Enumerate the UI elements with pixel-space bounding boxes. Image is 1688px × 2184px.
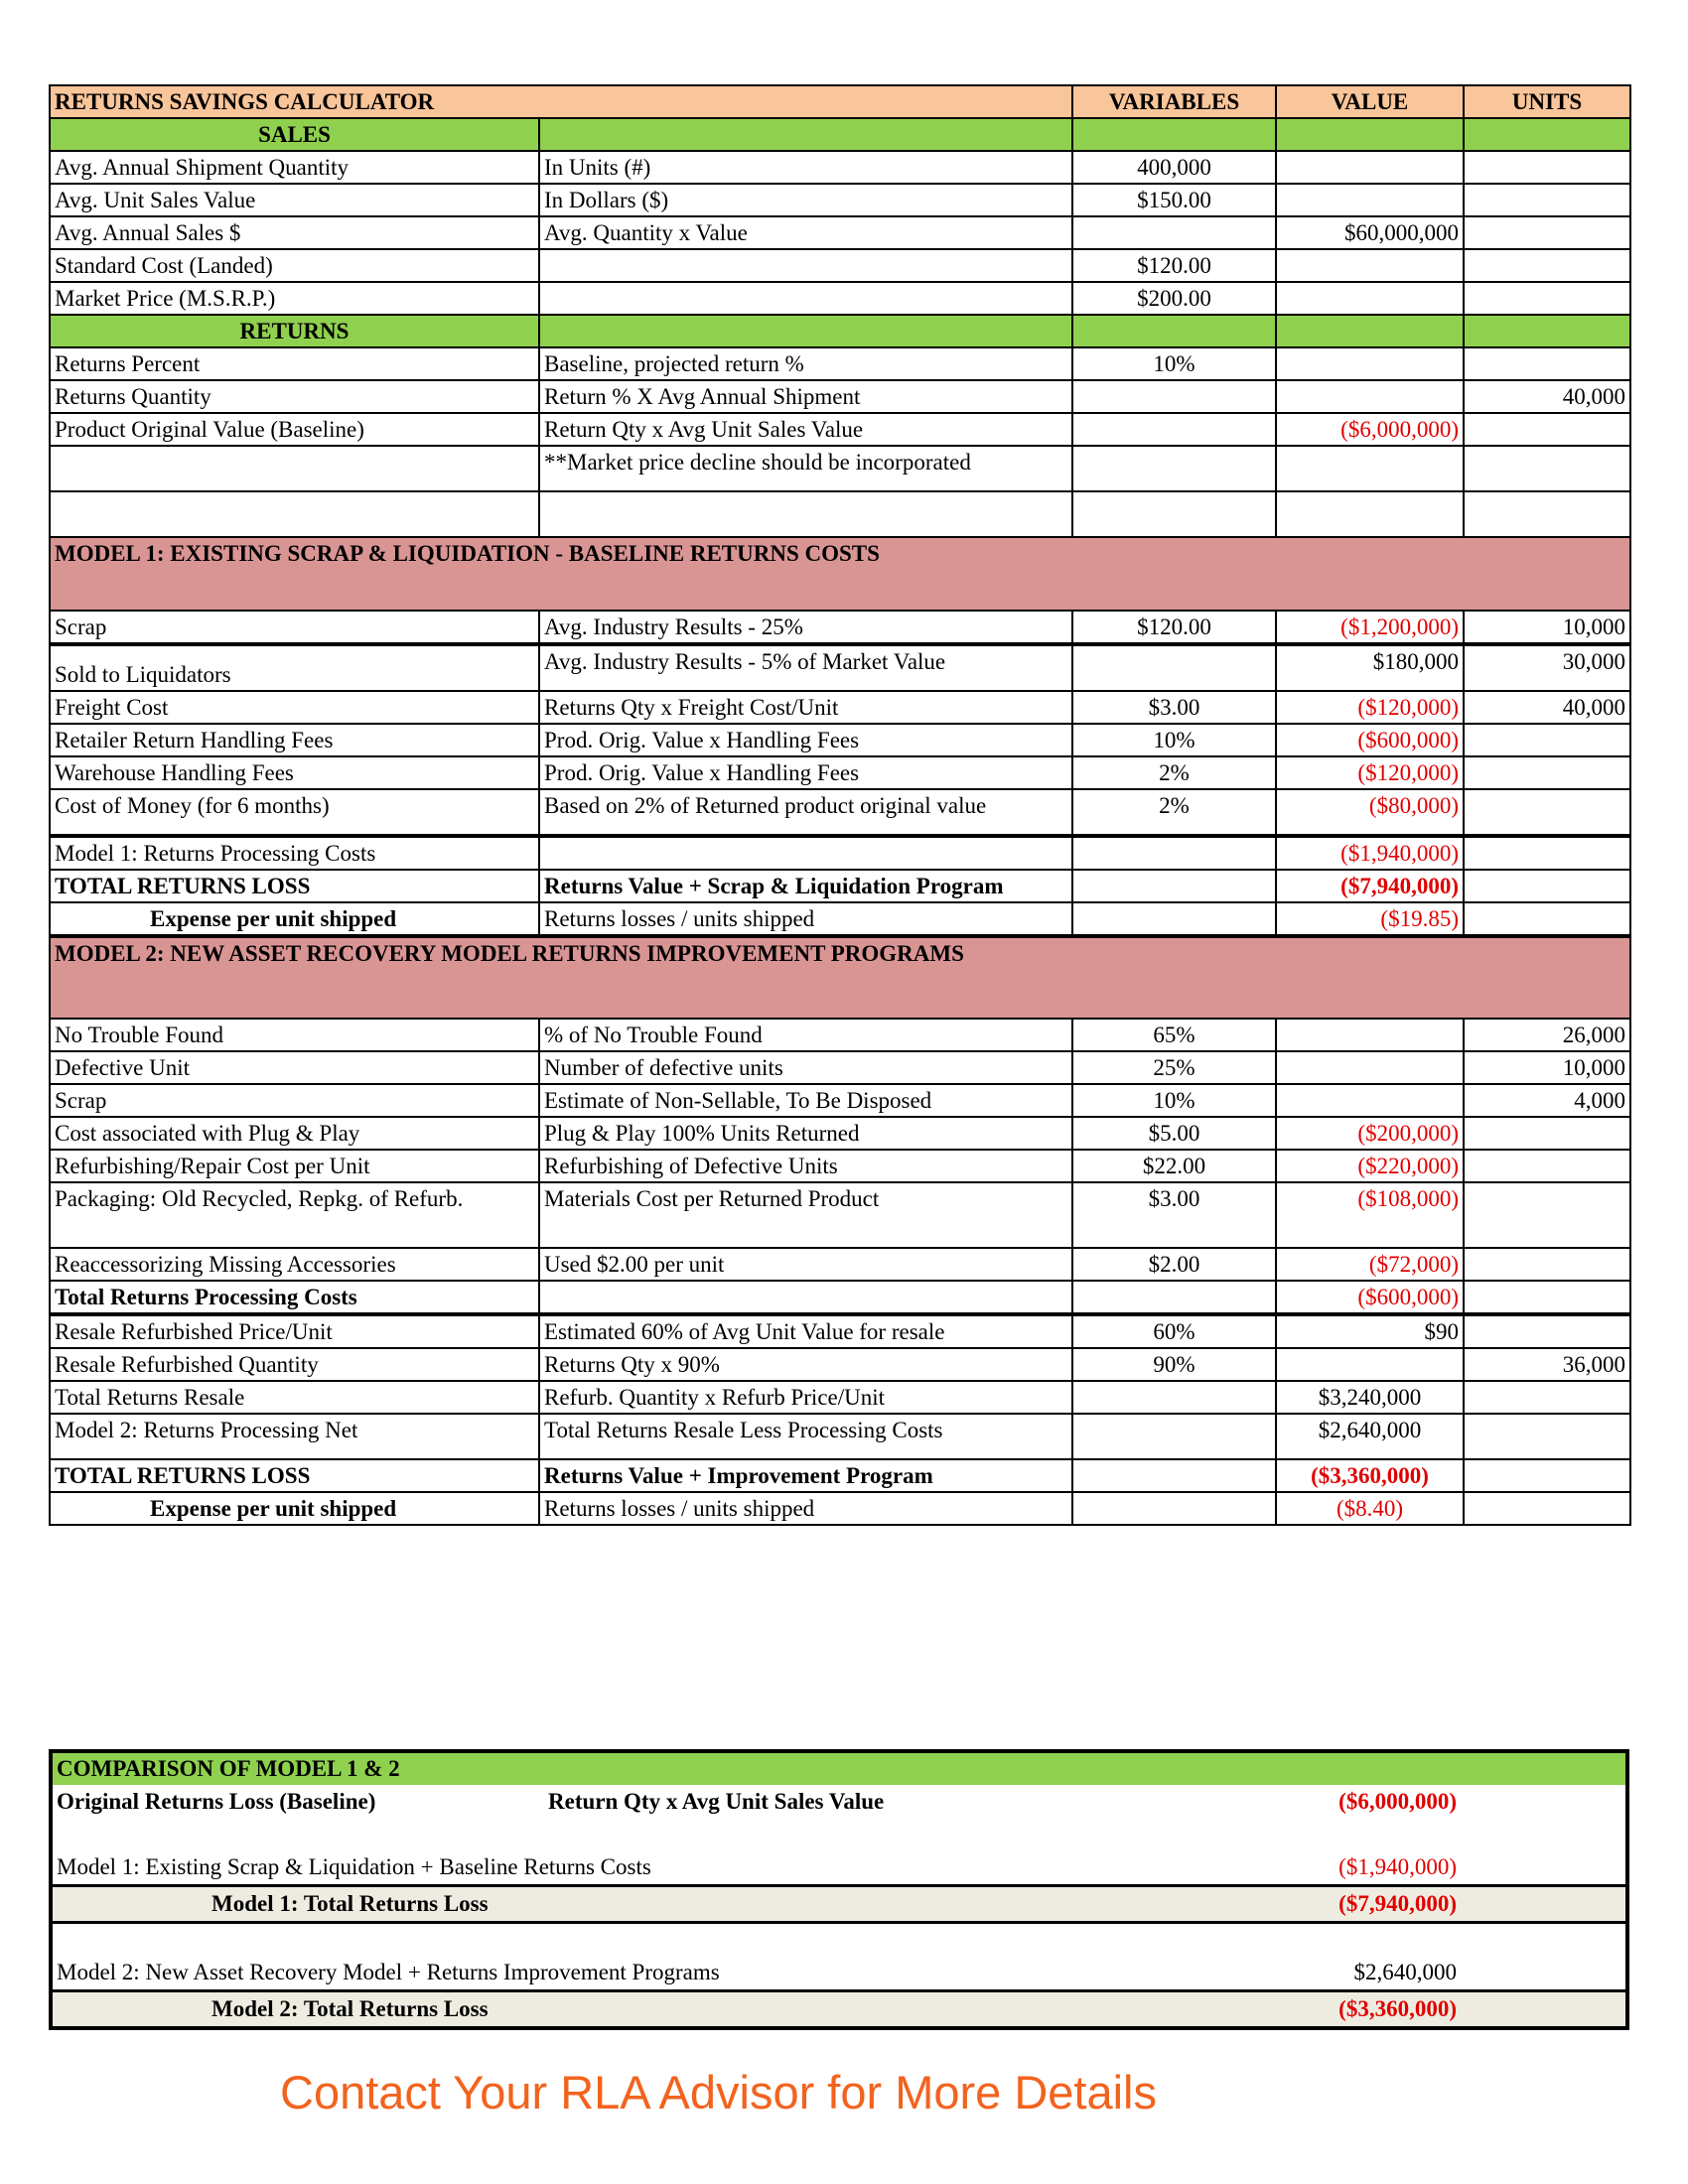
row-variable: 25% xyxy=(1072,1051,1276,1084)
row-desc: Prod. Orig. Value x Handling Fees xyxy=(539,724,1072,756)
variables-header: VARIABLES xyxy=(1072,85,1276,118)
row-variable: $3.00 xyxy=(1072,1182,1276,1248)
row-desc: Used $2.00 per unit xyxy=(539,1248,1072,1281)
table-row xyxy=(50,1051,1630,1084)
units-header: UNITS xyxy=(1464,85,1630,118)
table-row xyxy=(50,282,1630,315)
row-value: ($1,940,000) xyxy=(1276,837,1464,870)
table-row xyxy=(50,249,1630,282)
row-units: 10,000 xyxy=(1464,1051,1630,1084)
table-row xyxy=(50,380,1630,413)
table-row xyxy=(50,1348,1630,1381)
comparison-model2-total-value: ($3,360,000) xyxy=(1338,1996,1457,2021)
row-label: Refurbishing/Repair Cost per Unit xyxy=(50,1150,539,1182)
returns-calculator-table xyxy=(49,84,1631,1526)
row-variable: $5.00 xyxy=(1072,1117,1276,1150)
expense-value: ($19.85) xyxy=(1276,902,1464,935)
section-returns: RETURNS xyxy=(50,315,539,347)
table-row xyxy=(50,1182,1630,1248)
row-label: Defective Unit xyxy=(50,1051,539,1084)
row-value: ($600,000) xyxy=(1276,724,1464,756)
row-label: Product Original Value (Baseline) xyxy=(50,413,539,446)
row-label: Avg. Annual Sales $ xyxy=(50,216,539,249)
row-label: Model 1: Returns Processing Costs xyxy=(50,837,539,870)
expense-desc: Returns losses / units shipped xyxy=(539,902,1072,935)
row-value: ($6,000,000) xyxy=(1276,413,1464,446)
comparison-original-desc: Return Qty x Avg Unit Sales Value xyxy=(548,1789,885,1814)
row-value: ($120,000) xyxy=(1276,691,1464,724)
row-variable: $2.00 xyxy=(1072,1248,1276,1281)
row-variable: 10% xyxy=(1072,347,1276,380)
row-label: Packaging: Old Recycled, Repkg. of Refurb. xyxy=(50,1182,539,1248)
market-price-note: **Market price decline should be incorporated xyxy=(539,446,1072,491)
row-desc: Prod. Orig. Value x Handling Fees xyxy=(539,756,1072,789)
section-row-returns xyxy=(50,315,1630,347)
row-variable: $120.00 xyxy=(1072,249,1276,282)
expense-value: ($8.40) xyxy=(1276,1492,1464,1525)
comparison-model2-value: $2,640,000 xyxy=(1353,1960,1457,1984)
total-loss-desc: Returns Value + Improvement Program xyxy=(539,1459,1072,1492)
comparison-model1-value: ($1,940,000) xyxy=(1338,1854,1457,1879)
row-desc: Plug & Play 100% Units Returned xyxy=(539,1117,1072,1150)
row-label: Scrap xyxy=(50,611,539,643)
row-desc: Returns Qty x Freight Cost/Unit xyxy=(539,691,1072,724)
table-row xyxy=(50,1492,1630,1525)
row-variable: $120.00 xyxy=(1072,611,1276,643)
row-value: $3,240,000 xyxy=(1276,1381,1464,1414)
row-label: Avg. Annual Shipment Quantity xyxy=(50,151,539,184)
contact-advisor-text: Contact Your RLA Advisor for More Details xyxy=(280,2066,1157,2118)
row-desc: Refurbishing of Defective Units xyxy=(539,1150,1072,1182)
model1-header-row xyxy=(50,537,1630,611)
expense-label: Expense per unit shipped xyxy=(50,902,539,935)
table-row xyxy=(50,789,1630,835)
row-variable: 2% xyxy=(1072,756,1276,789)
table-row xyxy=(50,837,1630,870)
comparison-model1-total-row xyxy=(53,1884,1625,1924)
row-desc: In Units (#) xyxy=(539,151,1072,184)
table-row xyxy=(50,724,1630,756)
table-row xyxy=(50,1248,1630,1281)
row-units: 10,000 xyxy=(1464,611,1630,643)
row-label: Freight Cost xyxy=(50,691,539,724)
row-label: No Trouble Found xyxy=(50,1019,539,1051)
row-label: Resale Refurbished Quantity xyxy=(50,1348,539,1381)
table-row xyxy=(50,216,1630,249)
row-label: Model 2: Returns Processing Net xyxy=(50,1414,539,1459)
row-variable: $150.00 xyxy=(1072,184,1276,216)
row-variable: 65% xyxy=(1072,1019,1276,1051)
row-desc: Number of defective units xyxy=(539,1051,1072,1084)
header-row xyxy=(50,85,1630,118)
row-desc: In Dollars ($) xyxy=(539,184,1072,216)
comparison-model2-label: Model 2: New Asset Recovery Model + Returns Improvement Programs xyxy=(57,1960,720,1984)
calculator-title: RETURNS SAVINGS CALCULATOR xyxy=(50,85,1072,118)
row-label: Sold to Liquidators xyxy=(50,645,539,691)
comparison-model2-total-label: Model 2: Total Returns Loss xyxy=(211,1996,489,2021)
row-value: $90 xyxy=(1276,1315,1464,1348)
table-row xyxy=(50,611,1630,643)
total-loss-value: ($3,360,000) xyxy=(1276,1459,1464,1492)
table-row xyxy=(50,902,1630,935)
table-row xyxy=(50,184,1630,216)
row-value: ($120,000) xyxy=(1276,756,1464,789)
row-value: ($80,000) xyxy=(1276,789,1464,835)
row-value: ($220,000) xyxy=(1276,1150,1464,1182)
row-variable: $3.00 xyxy=(1072,691,1276,724)
total-loss-desc: Returns Value + Scrap & Liquidation Program xyxy=(539,870,1072,902)
table-row xyxy=(50,1315,1630,1348)
row-desc: Return % X Avg Annual Shipment xyxy=(539,380,1072,413)
row-desc: Estimated 60% of Avg Unit Value for resale xyxy=(539,1315,1072,1348)
row-value: ($108,000) xyxy=(1276,1182,1464,1248)
table-row xyxy=(50,870,1630,902)
comparison-model2-total-row xyxy=(53,1989,1625,2026)
table-row xyxy=(50,151,1630,184)
row-label: Returns Percent xyxy=(50,347,539,380)
row-desc: Total Returns Resale Less Processing Costs xyxy=(539,1414,1072,1459)
row-label: Total Returns Resale xyxy=(50,1381,539,1414)
row-value: $180,000 xyxy=(1276,645,1464,691)
row-variable: 60% xyxy=(1072,1315,1276,1348)
row-desc: Baseline, projected return % xyxy=(539,347,1072,380)
table-row xyxy=(50,491,1630,537)
table-row xyxy=(50,413,1630,446)
comparison-original-value: ($6,000,000) xyxy=(1338,1789,1457,1814)
row-desc: % of No Trouble Found xyxy=(539,1019,1072,1051)
comparison-original-label: Original Returns Loss (Baseline) xyxy=(57,1789,376,1814)
value-header: VALUE xyxy=(1276,85,1464,118)
row-units: 40,000 xyxy=(1464,691,1630,724)
row-variable: 400,000 xyxy=(1072,151,1276,184)
row-variable: $22.00 xyxy=(1072,1150,1276,1182)
row-desc: Based on 2% of Returned product original value xyxy=(539,789,1072,835)
total-loss-value: ($7,940,000) xyxy=(1276,870,1464,902)
row-value: $2,640,000 xyxy=(1276,1414,1464,1459)
row-label: Standard Cost (Landed) xyxy=(50,249,539,282)
row-units: 40,000 xyxy=(1464,380,1630,413)
table-row xyxy=(50,347,1630,380)
row-desc: Estimate of Non-Sellable, To Be Disposed xyxy=(539,1084,1072,1117)
table-row xyxy=(50,1084,1630,1117)
row-value: ($600,000) xyxy=(1276,1281,1464,1313)
comparison-model2-row xyxy=(53,1956,1625,1989)
total-loss-label: TOTAL RETURNS LOSS xyxy=(50,870,539,902)
row-units: 26,000 xyxy=(1464,1019,1630,1051)
section-row-sales xyxy=(50,118,1630,151)
row-label: Scrap xyxy=(50,1084,539,1117)
row-label: Total Returns Processing Costs xyxy=(50,1281,539,1313)
row-label: Retailer Return Handling Fees xyxy=(50,724,539,756)
comparison-original-row xyxy=(53,1785,1625,1819)
row-units: 36,000 xyxy=(1464,1348,1630,1381)
expense-label: Expense per unit shipped xyxy=(50,1492,539,1525)
row-variable: $200.00 xyxy=(1072,282,1276,315)
model2-header-row xyxy=(50,937,1630,1019)
model1-title: MODEL 1: EXISTING SCRAP & LIQUIDATION - BASELINE RETURNS COSTS xyxy=(50,537,1630,611)
row-desc: Avg. Quantity x Value xyxy=(539,216,1072,249)
row-value: ($1,200,000) xyxy=(1276,611,1464,643)
table-row xyxy=(50,756,1630,789)
row-label: Cost of Money (for 6 months) xyxy=(50,789,539,835)
row-label: Avg. Unit Sales Value xyxy=(50,184,539,216)
section-sales: SALES xyxy=(50,118,539,151)
row-desc: Return Qty x Avg Unit Sales Value xyxy=(539,413,1072,446)
row-desc: Returns Qty x 90% xyxy=(539,1348,1072,1381)
comparison-box xyxy=(49,1749,1629,2030)
row-label: Cost associated with Plug & Play xyxy=(50,1117,539,1150)
table-row xyxy=(50,1117,1630,1150)
row-value: ($72,000) xyxy=(1276,1248,1464,1281)
row-variable: 10% xyxy=(1072,724,1276,756)
table-row xyxy=(50,1414,1630,1459)
table-row xyxy=(50,1150,1630,1182)
table-row xyxy=(50,1459,1630,1492)
row-variable: 90% xyxy=(1072,1348,1276,1381)
row-desc: Refurb. Quantity x Refurb Price/Unit xyxy=(539,1381,1072,1414)
row-desc: Materials Cost per Returned Product xyxy=(539,1182,1072,1248)
row-variable: 10% xyxy=(1072,1084,1276,1117)
row-label: Market Price (M.S.R.P.) xyxy=(50,282,539,315)
table-row xyxy=(50,446,1630,491)
row-label: Returns Quantity xyxy=(50,380,539,413)
expense-desc: Returns losses / units shipped xyxy=(539,1492,1072,1525)
total-loss-label: TOTAL RETURNS LOSS xyxy=(50,1459,539,1492)
table-row xyxy=(50,691,1630,724)
row-label: Reaccessorizing Missing Accessories xyxy=(50,1248,539,1281)
comparison-model1-row xyxy=(53,1850,1625,1884)
table-row xyxy=(50,1019,1630,1051)
row-units: 30,000 xyxy=(1464,645,1630,691)
row-desc: Avg. Industry Results - 5% of Market Value xyxy=(539,645,1072,691)
model2-title: MODEL 2: NEW ASSET RECOVERY MODEL RETURNS IMPROVEMENT PROGRAMS xyxy=(50,937,1630,1019)
row-variable: 2% xyxy=(1072,789,1276,835)
row-units: 4,000 xyxy=(1464,1084,1630,1117)
row-value: ($200,000) xyxy=(1276,1117,1464,1150)
comparison-model1-total-label: Model 1: Total Returns Loss xyxy=(211,1891,489,1916)
row-label: Warehouse Handling Fees xyxy=(50,756,539,789)
table-row xyxy=(50,1381,1630,1414)
table-row xyxy=(50,1281,1630,1313)
row-value: $60,000,000 xyxy=(1276,216,1464,249)
table-row xyxy=(50,645,1630,691)
row-label: Resale Refurbished Price/Unit xyxy=(50,1315,539,1348)
comparison-model1-label: Model 1: Existing Scrap & Liquidation + Baseline Returns Costs xyxy=(57,1854,651,1879)
comparison-title: COMPARISON OF MODEL 1 & 2 xyxy=(53,1753,1625,1785)
comparison-model1-total-value: ($7,940,000) xyxy=(1338,1891,1457,1916)
row-desc: Avg. Industry Results - 25% xyxy=(539,611,1072,643)
